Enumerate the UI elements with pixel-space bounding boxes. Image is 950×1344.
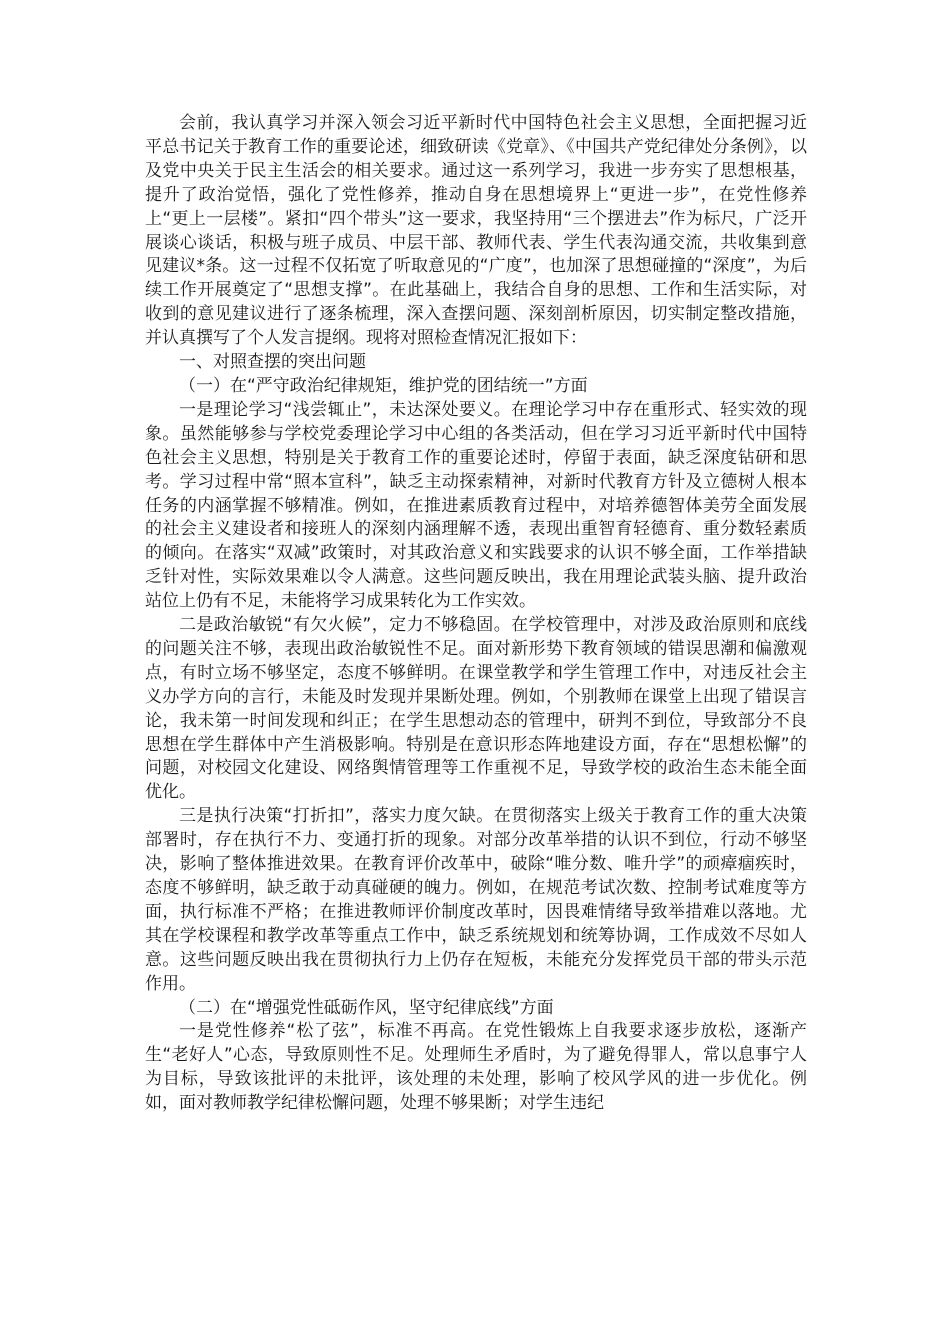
- paragraph-theory-study: 一是理论学习“浅尝辄止”，未达深处要义。在理论学习中存在重形式、轻实效的现象。虽然能够参与学校党委理论学习中心组的各类活动，但在学习习近平新时代中国特色社会主义思想，特别是关于教育工作的重要论述时，停留于表面，缺乏深度钻研和思考。学习过程中常“照本宣科”，缺乏主动探索精神，对新时代教育方针及立德树人根本任务的内涵掌握不够精准。例如，在推进素质教育过程中，对培养德智体美劳全面发展的社会主义建设者和接班人的深刻内涵理解不透，表现出重智育轻德育、重分数轻素质的倾向。在落实“双减”政策时，对其政治意义和实践要求的认识不够全面，工作举措缺乏针对性，实际效果难以令人满意。这些问题反映出，我在用理论武装头脑、提升政治站位上仍有不足，未能将学习成果转化为工作实效。: [145, 399, 807, 612]
- section-heading-1: 一、对照查摆的突出问题: [179, 352, 366, 373]
- paragraph-execution: 三是执行决策“打折扣”，落实力度欠缺。在贯彻落实上级关于教育工作的重大决策部署时，存在执行不力、变通打折的现象。对部分改革举措的认识不到位，行动不够坚决，影响了整体推进效果。在教育评价改革中，破除“唯分数、唯升学”的顽瘴痼疾时，态度不够鲜明，缺乏敢于动真碰硬的魄力。例如，在规范考试次数、控制考试难度等方面，执行标准不严格；在推进教师评价制度改革时，因畏难情绪导致举措难以落地。尤其在学校课程和教学改革等重点工作中，缺乏系统规划和统筹协调，工作成效不尽如人意。这些问题反映出我在贯彻执行力上仍存在短板，未能充分发挥党员干部的带头示范作用。: [145, 806, 807, 994]
- subsection-heading-2: （二）在“增强党性砥砺作风，坚守纪律底线”方面: [179, 997, 554, 1018]
- paragraph-political-sensitivity: 二是政治敏锐“有欠火候”，定力不够稳固。在学校管理中，对涉及政治原则和底线的问题关注不够，表现出政治敏锐性不足。面对新形势下教育领域的错误思潮和偏激观点，有时立场不够坚定，态度不够鲜明。在课堂教学和学生管理工作中，对违反社会主义办学方向的言行，未能及时发现并果断处理。例如，个别教师在课堂上出现了错误言论，我未第一时间发现和纠正；在学生思想动态的管理中，研判不到位，导致部分不良思想在学生群体中产生消极影响。特别是在意识形态阵地建设方面，存在“思想松懈”的问题，对校园文化建设、网络舆情管理等工作重视不足，导致学校的政治生态未能全面优化。: [145, 615, 807, 803]
- subsection-heading-1: （一）在“严守政治纪律规矩，维护党的团结统一”方面: [179, 375, 588, 396]
- document-body: [145, 112, 807, 1116]
- paragraph-party-spirit: 一是党性修养“松了弦”，标准不再高。在党性锻炼上自我要求逐步放松，逐渐产生“老好人”心态，导致原则性不足。处理师生矛盾时，为了避免得罪人，常以息事宁人为目标，导致该批评的未批评，该处理的未处理，影响了校风学风的进一步优化。例如，面对教师教学纪律松懈问题，处理不够果断；对学生违纪: [145, 1021, 807, 1114]
- intro-paragraph: 会前，我认真学习并深入领会习近平新时代中国特色社会主义思想，全面把握习近平总书记关于教育工作的重要论述，细致研读《党章》、《中国共产党纪律处分条例》，以及党中央关于民主生活会的相关要求。通过这一系列学习，我进一步夯实了思想根基，提升了政治觉悟，强化了党性修养，推动自身在思想境界上“更进一步”，在党性修养上“更上一层楼”。紧扣“四个带头”这一要求，我坚持用“三个摆进去”作为标尺，广泛开展谈心谈话，积极与班子成员、中层干部、教师代表、学生代表沟通交流，共收集到意见建议*条。这一过程不仅拓宽了听取意见的“广度”，也加深了思想碰撞的“深度”，为后续工作开展奠定了“思想支撑”。在此基础上，我结合自身的思想、工作和生活实际，对收到的意见建议进行了逐条梳理，深入查摆问题、深刻剖析原因，切实制定整改措施，并认真撰写了个人发言提纲。现将对照检查情况汇报如下：: [145, 113, 807, 349]
